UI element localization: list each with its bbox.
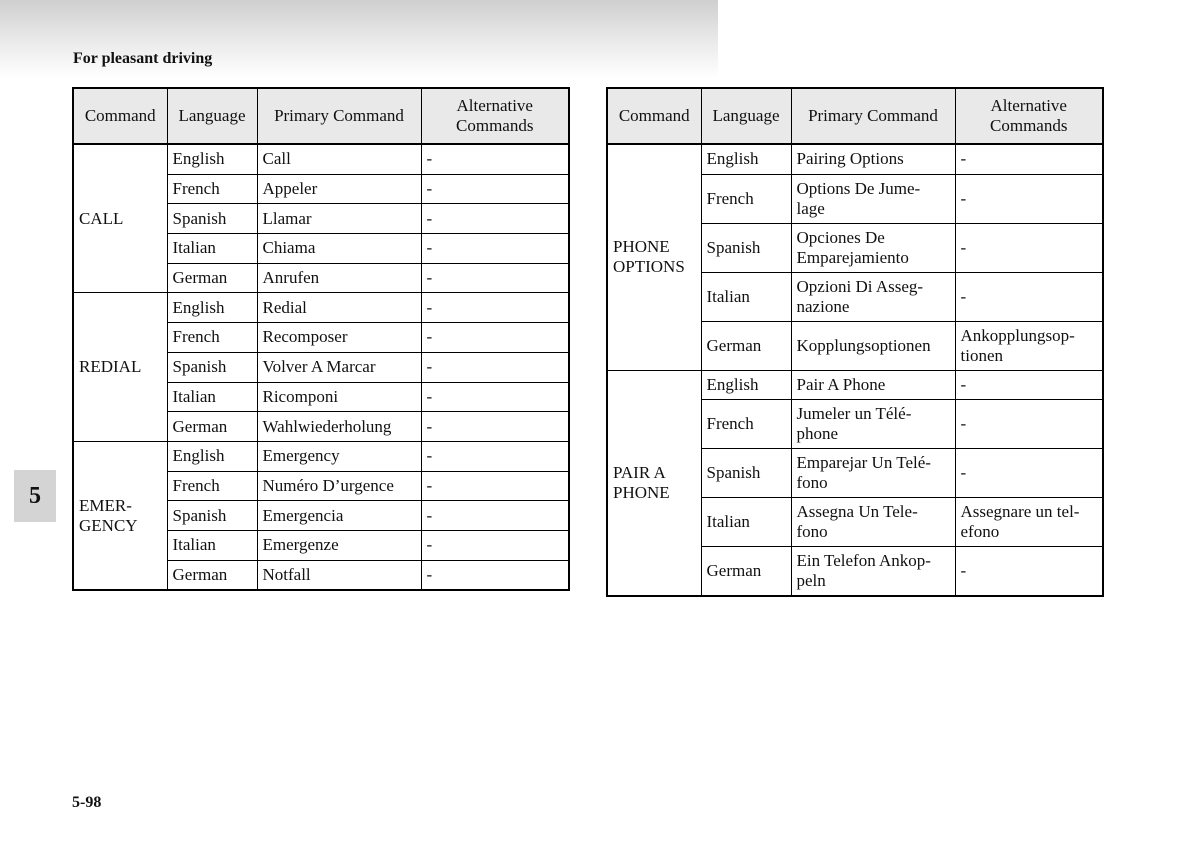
primary-command-cell: Emergency (257, 441, 421, 471)
primary-command-cell: Redial (257, 293, 421, 323)
alternative-commands-cell: - (955, 400, 1103, 449)
primary-command-cell: Opzioni Di Asseg- nazione (791, 272, 955, 321)
alternative-commands-cell: - (421, 412, 569, 442)
alternative-commands-cell: - (421, 293, 569, 323)
language-cell: Italian (167, 382, 257, 412)
primary-command-cell: Recomposer (257, 323, 421, 353)
primary-command-cell: Anrufen (257, 263, 421, 293)
primary-command-cell: Emergenze (257, 530, 421, 560)
primary-command-cell: Emergencia (257, 501, 421, 531)
voice-commands-table-left (72, 87, 570, 591)
alternative-commands-cell: - (421, 174, 569, 204)
alternative-commands-cell: - (421, 204, 569, 234)
column-header-language: Language (167, 88, 257, 144)
language-cell: German (167, 560, 257, 590)
language-cell: Italian (701, 272, 791, 321)
page-number: 5-98 (72, 794, 102, 811)
language-cell: Spanish (167, 352, 257, 382)
language-cell: English (167, 293, 257, 323)
table-body (607, 144, 1103, 596)
alternative-commands-cell: - (421, 560, 569, 590)
alternative-commands-cell: - (955, 144, 1103, 174)
language-cell: German (167, 412, 257, 442)
primary-command-cell: Kopplungsoptionen (791, 321, 955, 370)
column-header-language: Language (701, 88, 791, 144)
alternative-commands-cell: - (421, 471, 569, 501)
table-row (607, 370, 1103, 400)
language-cell: French (701, 174, 791, 223)
alternative-commands-cell: Ankopplungsop- tionen (955, 321, 1103, 370)
primary-command-cell: Notfall (257, 560, 421, 590)
column-header-command: Command (607, 88, 701, 144)
language-cell: Italian (701, 498, 791, 547)
alternative-commands-cell: - (421, 352, 569, 382)
primary-command-cell: Options De Jume- lage (791, 174, 955, 223)
primary-command-cell: Volver A Marcar (257, 352, 421, 382)
primary-command-cell: Chiama (257, 234, 421, 264)
alternative-commands-cell: - (421, 263, 569, 293)
primary-command-cell: Assegna Un Tele- fono (791, 498, 955, 547)
primary-command-cell: Ricomponi (257, 382, 421, 412)
primary-command-cell: Call (257, 144, 421, 174)
alternative-commands-cell: - (955, 370, 1103, 400)
table-row (73, 144, 569, 174)
chapter-tab: 5 (14, 470, 56, 522)
table-row (73, 441, 569, 471)
command-cell: CALL (73, 144, 167, 293)
table-row (73, 293, 569, 323)
language-cell: German (167, 263, 257, 293)
language-cell: German (701, 547, 791, 597)
column-header-primary-command: Primary Command (791, 88, 955, 144)
alternative-commands-cell: - (421, 441, 569, 471)
alternative-commands-cell: - (421, 382, 569, 412)
alternative-commands-cell: - (955, 174, 1103, 223)
table-header-row (73, 88, 569, 144)
column-header-alternative-commands: Alternative Commands (421, 88, 569, 144)
language-cell: English (167, 144, 257, 174)
language-cell: Italian (167, 234, 257, 264)
alternative-commands-cell: - (955, 272, 1103, 321)
language-cell: Spanish (701, 223, 791, 272)
language-cell: Italian (167, 530, 257, 560)
primary-command-cell: Emparejar Un Telé- fono (791, 449, 955, 498)
language-cell: French (167, 174, 257, 204)
alternative-commands-cell: - (421, 323, 569, 353)
section-title: For pleasant driving (73, 50, 213, 67)
column-header-alternative-commands: Alternative Commands (955, 88, 1103, 144)
language-cell: English (701, 144, 791, 174)
table-row (607, 144, 1103, 174)
column-header-command: Command (73, 88, 167, 144)
language-cell: English (701, 370, 791, 400)
language-cell: Spanish (701, 449, 791, 498)
voice-commands-table-right (606, 87, 1104, 597)
command-cell: REDIAL (73, 293, 167, 441)
table-header-row (607, 88, 1103, 144)
language-cell: French (701, 400, 791, 449)
primary-command-cell: Appeler (257, 174, 421, 204)
alternative-commands-cell: - (421, 234, 569, 264)
command-cell: EMER- GENCY (73, 441, 167, 590)
command-cell: PHONE OPTIONS (607, 144, 701, 370)
column-header-primary-command: Primary Command (257, 88, 421, 144)
primary-command-cell: Jumeler un Télé- phone (791, 400, 955, 449)
primary-command-cell: Pairing Options (791, 144, 955, 174)
language-cell: Spanish (167, 501, 257, 531)
command-cell: PAIR A PHONE (607, 370, 701, 596)
alternative-commands-cell: - (421, 144, 569, 174)
primary-command-cell: Opciones De Emparejamiento (791, 223, 955, 272)
primary-command-cell: Llamar (257, 204, 421, 234)
alternative-commands-cell: - (955, 449, 1103, 498)
language-cell: Spanish (167, 204, 257, 234)
alternative-commands-cell: - (421, 501, 569, 531)
primary-command-cell: Ein Telefon Ankop- peln (791, 547, 955, 597)
table-body (73, 144, 569, 590)
alternative-commands-cell: - (955, 547, 1103, 597)
alternative-commands-cell: Assegnare un tel- efono (955, 498, 1103, 547)
language-cell: English (167, 441, 257, 471)
alternative-commands-cell: - (955, 223, 1103, 272)
primary-command-cell: Pair A Phone (791, 370, 955, 400)
primary-command-cell: Wahlwiederholung (257, 412, 421, 442)
language-cell: French (167, 323, 257, 353)
alternative-commands-cell: - (421, 530, 569, 560)
language-cell: French (167, 471, 257, 501)
primary-command-cell: Numéro D’urgence (257, 471, 421, 501)
language-cell: German (701, 321, 791, 370)
